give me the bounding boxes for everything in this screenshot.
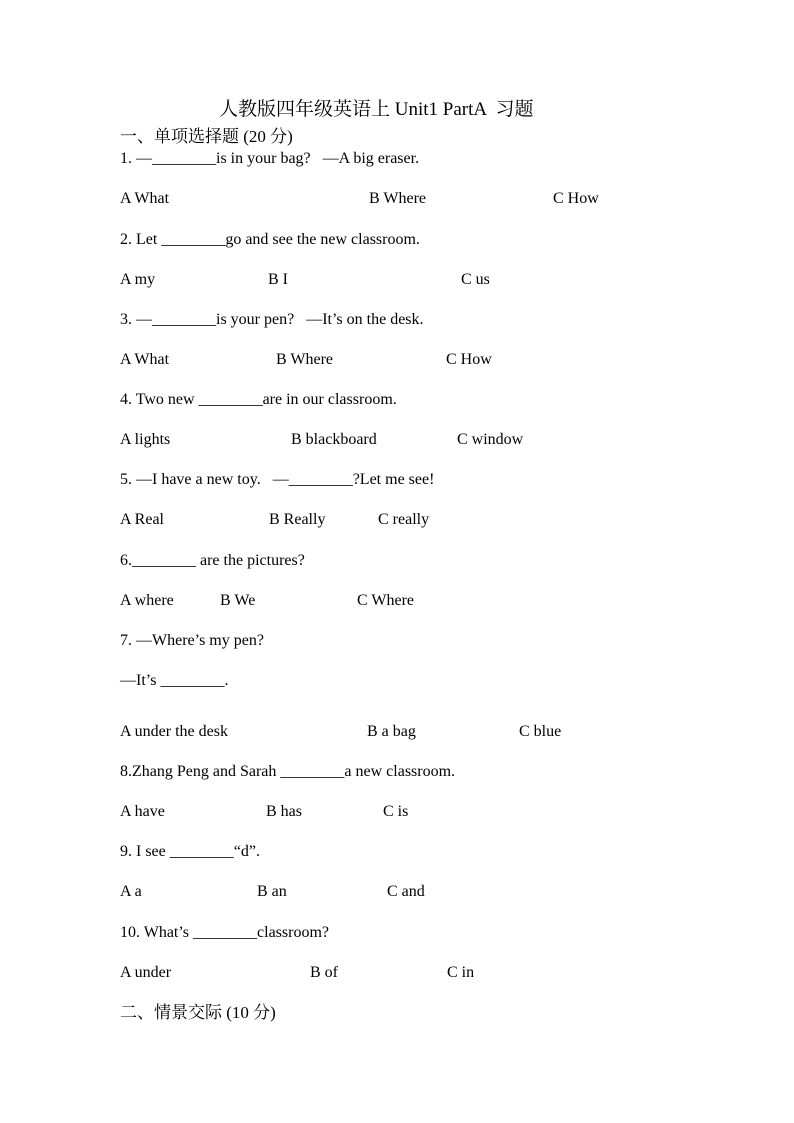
q8-option-a: A have <box>120 803 165 820</box>
question-8: 8.Zhang Peng and Sarah ________a new classroom. <box>120 763 456 780</box>
question-5: 5. —I have a new toy. —________?Let me see! <box>120 471 435 488</box>
q9-option-a: A a <box>120 883 142 900</box>
question-9: 9. I see ________“d”. <box>120 843 260 860</box>
section-heading-2: 二、情景交际 (10 分) <box>120 1003 276 1022</box>
question-7: 7. —Where’s my pen? <box>120 632 264 649</box>
question-4: 4. Two new ________are in our classroom. <box>120 391 397 408</box>
q2-option-a: A my <box>120 271 156 288</box>
q8-option-b: B has <box>266 803 302 820</box>
q1-option-b: B Where <box>369 190 427 207</box>
q6-option-c: C Where <box>357 592 415 609</box>
section-heading-1: 一、单项选择题 (20 分) <box>120 127 293 146</box>
page-title: 人教版四年级英语上 Unit1 PartA 习题 <box>219 99 534 120</box>
q6-option-b: B We <box>220 592 256 609</box>
q10-option-b: B of <box>310 964 338 981</box>
question-1: 1. —________is in your bag? —A big eraser. <box>120 150 420 167</box>
q7-option-c: C blue <box>519 723 562 740</box>
q7-option-a: A under the desk <box>120 723 228 740</box>
q3-option-c: C How <box>446 351 492 368</box>
q3-option-a: A What <box>120 351 170 368</box>
q7-option-b: B a bag <box>367 723 416 740</box>
q9-option-c: C and <box>387 883 425 900</box>
q4-option-b: B blackboard <box>291 431 377 448</box>
q2-option-c: C us <box>461 271 490 288</box>
question-3: 3. —________is your pen? —It’s on the desk. <box>120 311 424 328</box>
question-10: 10. What’s ________classroom? <box>120 924 330 941</box>
q5-option-c: C really <box>378 511 430 528</box>
q6-option-a: A where <box>120 592 174 609</box>
q9-option-b: B an <box>257 883 287 900</box>
q4-option-c: C window <box>457 431 524 448</box>
q1-option-c: C How <box>553 190 599 207</box>
q3-option-b: B Where <box>276 351 334 368</box>
q8-option-c: C is <box>383 803 409 820</box>
q5-option-a: A Real <box>120 511 164 528</box>
q1-option-a: A What <box>120 190 170 207</box>
question-7-answer-line: —It’s ________. <box>120 672 229 689</box>
question-6: 6.________ are the pictures? <box>120 552 305 569</box>
q4-option-a: A lights <box>120 431 171 448</box>
q2-option-b: B I <box>268 271 288 288</box>
q10-option-c: C in <box>447 964 475 981</box>
q5-option-b: B Really <box>269 511 326 528</box>
q10-option-a: A under <box>120 964 172 981</box>
question-2: 2. Let ________go and see the new classroom. <box>120 231 420 248</box>
